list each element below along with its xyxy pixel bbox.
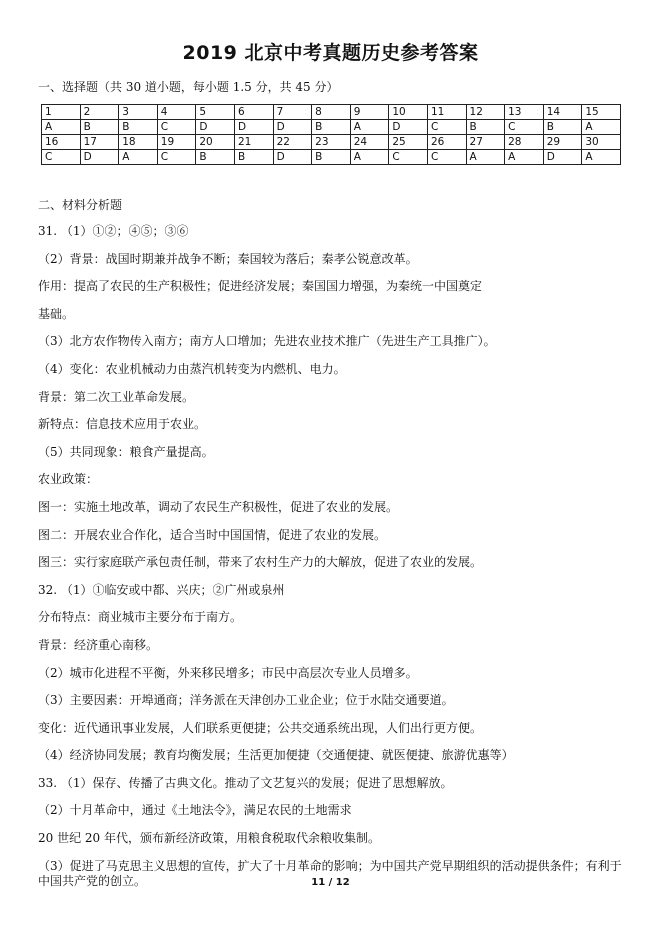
table-cell: 2 [80, 105, 119, 120]
table-cell: 16 [42, 135, 81, 150]
table-cell: 20 [196, 135, 235, 150]
answer-line: 分布特点：商业城市主要分布于南方。 [38, 610, 243, 625]
answer-table [41, 104, 621, 165]
answer-line: 背景：经济重心南移。 [38, 637, 159, 652]
table-cell: 3 [119, 105, 158, 120]
answer-line: （3）促进了马克思主义思想的宣传，扩大了十月革命的影响；为中国共产党早期组织的活动提供条件；有利于中国共产党的创立。 [38, 858, 622, 888]
answer-line: （2）十月革命中，通过《土地法令》，满足农民的土地需求 [38, 803, 352, 818]
answer-line: 32. （1）①临安或中都、兴庆；②广州或泉州 [38, 582, 285, 597]
answer-line: （4）变化：农业机械动力由蒸汽机转变为内燃机、电力。 [38, 361, 346, 376]
table-cell: 6 [234, 105, 273, 120]
table-cell: A [505, 150, 544, 165]
table-cell: 30 [582, 135, 621, 150]
table-cell: B [234, 150, 273, 165]
table-cell: 21 [234, 135, 273, 150]
table-cell: 13 [505, 105, 544, 120]
answer-line: （5）共同现象：粮食产量提高。 [38, 444, 214, 459]
table-cell: 9 [350, 105, 389, 120]
table-row [42, 150, 621, 165]
table-cell: B [80, 120, 119, 135]
table-cell: B [312, 150, 351, 165]
page-title: 2019 北京中考真题历史参考答案 [182, 42, 479, 64]
table-cell: B [196, 150, 235, 165]
answer-line: 33. （1）保存、传播了古典文化。推动了文艺复兴的发展；促进了思想解放。 [38, 775, 453, 790]
table-cell: A [466, 150, 505, 165]
table-row [42, 135, 621, 150]
table-row [42, 105, 621, 120]
answer-line: （2）背景：战国时期兼并战争不断；秦国较为落后；秦孝公锐意改革。 [38, 251, 418, 266]
table-cell: 23 [312, 135, 351, 150]
answer-line: （2）城市化进程不平衡，外来移民增多；市民中高层次专业人员增多。 [38, 665, 418, 680]
page-number: 11 / 12 [311, 877, 350, 888]
table-cell: 27 [466, 135, 505, 150]
answer-line: 背景：第二次工业革命发展。 [38, 389, 195, 404]
table-cell: 25 [389, 135, 428, 150]
table-cell: 28 [505, 135, 544, 150]
table-cell: 29 [543, 135, 582, 150]
table-cell: 15 [582, 105, 621, 120]
table-cell: C [157, 150, 196, 165]
table-cell: D [80, 150, 119, 165]
answer-line: 31. （1）①②；④⑤；③⑥ [38, 224, 189, 238]
table-cell: 18 [119, 135, 158, 150]
table-cell: C [389, 150, 428, 165]
table-cell: 17 [80, 135, 119, 150]
table-cell: 5 [196, 105, 235, 120]
answer-line: 图二：开展农业合作化，适合当时中国国情，促进了农业的发展。 [38, 527, 387, 542]
answer-line: （4）经济协同发展；教育均衡发展；生活更加便捷（交通便捷、就医便捷、旅游优惠等） [38, 748, 514, 763]
table-cell: D [196, 120, 235, 135]
answer-line: 作用：提高了农民的生产积极性；促进经济发展；秦国国力增强，为秦统一中国奠定 [38, 279, 483, 294]
table-cell: 22 [273, 135, 312, 150]
answer-line: 图一：实施土地改革，调动了农民生产积极性，促进了农业的发展。 [38, 499, 399, 514]
answer-line: 基础。 [38, 306, 75, 321]
table-cell: 1 [42, 105, 81, 120]
section-1-heading: 一、选择题（共 30 道小题，每小题 1.5 分，共 45 分） [38, 80, 339, 94]
table-cell: 7 [273, 105, 312, 120]
table-cell: D [273, 150, 312, 165]
table-cell: A [119, 150, 158, 165]
answer-line: 图三：实行家庭联产承包责任制，带来了农村生产力的大解放，促进了农业的发展。 [38, 555, 483, 570]
answer-line: 农业政策： [38, 472, 99, 487]
table-cell: A [582, 120, 621, 135]
table-cell: A [42, 120, 81, 135]
table-cell: B [312, 120, 351, 135]
answer-line: 变化：近代通讯事业发展，人们联系更便捷；公共交通系统出现，人们出行更方便。 [38, 720, 483, 735]
answer-line: 新特点：信息技术应用于农业。 [38, 417, 207, 432]
table-cell: C [427, 120, 466, 135]
table-cell: A [350, 120, 389, 135]
answer-line: （3）主要因素：开埠通商；洋务派在天津创办工业企业；位于水陆交通要道。 [38, 693, 454, 708]
table-cell: A [350, 150, 389, 165]
table-cell: 8 [312, 105, 351, 120]
table-cell: D [234, 120, 273, 135]
table-cell: B [119, 120, 158, 135]
table-cell: 10 [389, 105, 428, 120]
answer-text-body [38, 224, 630, 895]
table-cell: 11 [427, 105, 466, 120]
table-cell: C [157, 120, 196, 135]
table-cell: 26 [427, 135, 466, 150]
table-cell: 12 [466, 105, 505, 120]
answer-line: 20 世纪 20 年代，颁布新经济政策，用粮食税取代余粮收集制。 [38, 831, 380, 846]
table-cell: C [42, 150, 81, 165]
table-cell: C [427, 150, 466, 165]
table-cell: A [582, 150, 621, 165]
table-cell: B [543, 120, 582, 135]
table-cell: C [505, 120, 544, 135]
table-cell: B [466, 120, 505, 135]
table-cell: 4 [157, 105, 196, 120]
table-cell: D [389, 120, 428, 135]
table-cell: 19 [157, 135, 196, 150]
table-cell: 24 [350, 135, 389, 150]
table-cell: D [543, 150, 582, 165]
table-cell: D [273, 120, 312, 135]
answer-line: （3）北方农作物传入南方；南方人口增加；先进农业技术推广（先进生产工具推广）。 [38, 334, 496, 349]
table-row [42, 120, 621, 135]
table-cell: 14 [543, 105, 582, 120]
section-2-heading: 二、材料分析题 [38, 198, 123, 212]
